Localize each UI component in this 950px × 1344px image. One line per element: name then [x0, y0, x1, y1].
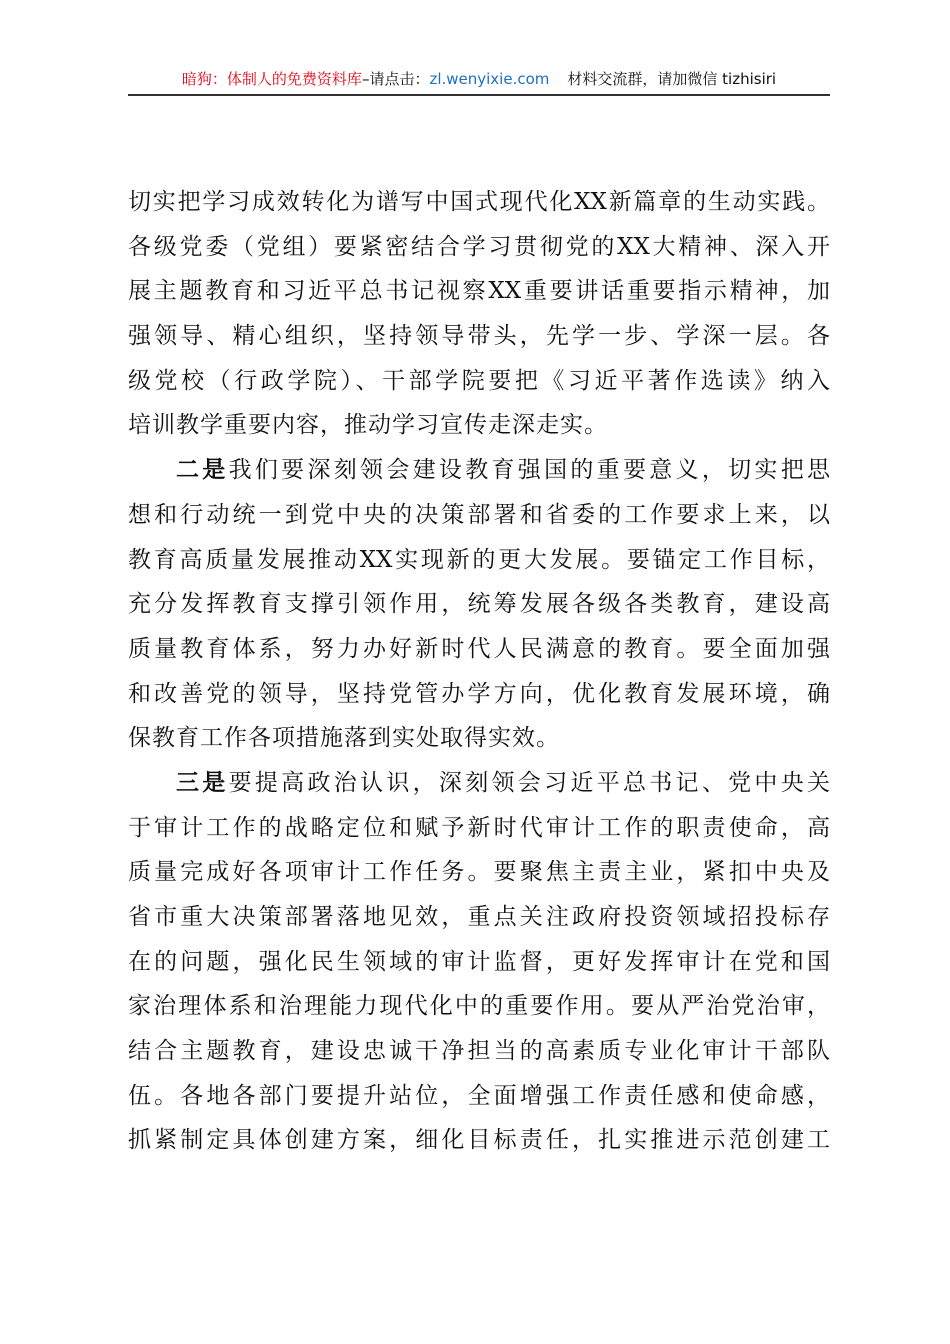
paragraph — [128, 448, 830, 761]
text-line — [128, 448, 830, 493]
text-line — [128, 850, 830, 895]
line-text: 结合主题教育，建设忠诚干净担当的高素质专业化审计干部队 — [128, 1038, 830, 1065]
paragraph-lead: 三是 — [176, 768, 229, 796]
text-line — [128, 180, 830, 225]
line-text: 在的问题，强化民生领域的审计监督，更好发挥审计在党和国 — [128, 948, 830, 975]
text-line — [128, 1118, 830, 1163]
line-text: 充分发挥教育支撑引领作用，统筹发展各级各类教育，建设高 — [128, 591, 830, 618]
text-line — [128, 627, 830, 672]
line-text: 省市重大决策部署落地见效，重点关注政府投资领域招投标存 — [128, 904, 830, 930]
line-text: 质量教育体系，努力办好新时代人民满意的教育。要全面加强 — [128, 635, 830, 662]
line-text: 抓紧制定具体创建方案，细化目标责任，扎实推进示范创建工 — [128, 1127, 830, 1154]
paragraph-lead: 二是 — [176, 456, 229, 484]
text-line — [128, 493, 830, 538]
line-text: 质量完成好各项审计工作任务。要聚焦主责主业，紧扣中央及 — [128, 859, 830, 886]
line-text: 切实把学习成效转化为谱写中国式现代化XX新篇章的生动实践。 — [128, 189, 830, 215]
line-text: 伍。各地各部门要提升站位，全面增强工作责任感和使命感， — [128, 1082, 830, 1109]
text-line — [128, 314, 830, 359]
paragraph — [128, 180, 830, 448]
text-line — [128, 269, 830, 314]
header-url-link[interactable]: zl.wenyixie.com — [429, 70, 550, 88]
text-line — [128, 940, 830, 985]
line-text: 和改善党的领导，坚持党管办学方向，优化教育发展环境，确 — [128, 680, 830, 707]
text-line — [128, 895, 830, 940]
text-line — [128, 225, 830, 270]
text-line — [128, 1029, 830, 1074]
line-text: 教育高质量发展推动XX实现新的更大发展。要锚定工作目标， — [128, 546, 830, 573]
header-site-name: 暗狗：体制人的免费资料库 — [181, 70, 362, 88]
line-text: 想和行动统一到党中央的决策部署和省委的工作要求上来，以 — [128, 501, 830, 528]
text-line — [128, 761, 830, 806]
line-text: 展主题教育和习近平总书记视察XX重要讲话重要指示精神，加 — [128, 278, 830, 305]
text-line — [128, 538, 830, 583]
line-text: 保教育工作各项措施落到实处取得实效。 — [128, 725, 560, 752]
text-line — [128, 1074, 830, 1119]
text-line — [128, 984, 830, 1029]
text-line — [128, 806, 830, 851]
text-line — [128, 672, 830, 717]
text-line — [128, 716, 830, 761]
text-line — [128, 359, 830, 404]
header-wechat-note: 材料交流群，请加微信 tizhisiri — [567, 70, 777, 88]
paragraph — [128, 761, 830, 1163]
document-body — [128, 180, 830, 1163]
line-text: 要提高政治认识，深刻领会习近平总书记、党中央关 — [228, 769, 831, 796]
line-text: 各级党委（党组）要紧密结合学习贯彻党的XX大精神、深入开 — [128, 233, 830, 260]
line-text: 我们要深刻领会建设教育强国的重要意义，切实把思 — [228, 457, 831, 484]
text-line — [128, 403, 830, 448]
line-text: 级党校（行政学院）、干部学院要把《习近平著作选读》纳入 — [128, 367, 830, 394]
line-text: 强领导、精心组织，坚持领导带头，先学一步、学深一层。各 — [128, 323, 830, 350]
page-header — [128, 68, 830, 96]
header-click-prompt: –请点击： — [361, 70, 430, 88]
line-text: 培训教学重要内容，推动学习宣传走深走实。 — [128, 412, 608, 439]
text-line — [128, 582, 830, 627]
line-text: 于审计工作的战略定位和赋予新时代审计工作的职责使命，高 — [128, 814, 830, 841]
line-text: 家治理体系和治理能力现代化中的重要作用。要从严治党治审， — [128, 993, 830, 1020]
